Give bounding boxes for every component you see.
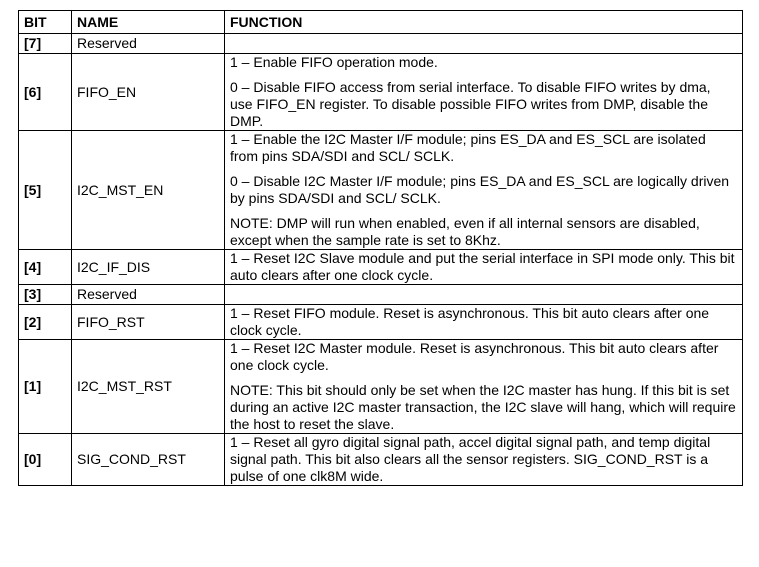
- table-body: [19, 34, 743, 486]
- name-cell: FIFO_RST: [72, 305, 225, 340]
- function-paragraph: NOTE: This bit should only be set when the I2C master has hung. If this bit is set during an active I2C master transaction, the I2C slave will hang, which will require the host to reset the slave.: [230, 382, 736, 432]
- name-cell: I2C_MST_EN: [72, 131, 225, 250]
- table-row: [19, 131, 743, 250]
- name-cell: Reserved: [72, 34, 225, 54]
- bit-cell: [4]: [19, 250, 72, 285]
- function-paragraph: 1 – Reset FIFO module. Reset is asynchronous. This bit auto clears after one clock cycle.: [230, 305, 710, 338]
- function-cell: [225, 250, 743, 285]
- table-row: [19, 34, 743, 54]
- function-paragraph: 1 – Reset I2C Slave module and put the serial interface in SPI mode only. This bit auto clears after one clock cycle.: [230, 250, 735, 283]
- function-cell: [225, 285, 743, 305]
- table-row: [19, 434, 743, 486]
- bit-cell: [3]: [19, 285, 72, 305]
- table-row: [19, 285, 743, 305]
- name-cell: I2C_IF_DIS: [72, 250, 225, 285]
- function-cell: [225, 131, 743, 250]
- function-cell: [225, 340, 743, 434]
- function-paragraph: 1 – Enable FIFO operation mode.: [230, 54, 438, 70]
- register-bit-table: [18, 10, 743, 486]
- function-paragraph: 1 – Reset all gyro digital signal path, accel digital signal path, and temp digital signal path. This bit also clears all the sensor registers. SIG_COND_RST is a pulse of one clk8M wide.: [230, 434, 711, 484]
- bit-cell: [7]: [19, 34, 72, 54]
- header-bit: BIT: [19, 11, 72, 34]
- function-paragraph: 1 – Enable the I2C Master I/F module; pins ES_DA and ES_SCL are isolated from pins SDA/SDI and SCL/ SCLK.: [230, 131, 706, 164]
- name-cell: FIFO_EN: [72, 54, 225, 131]
- function-cell: [225, 434, 743, 486]
- function-paragraph: 1 – Reset I2C Master module. Reset is asynchronous. This bit auto clears after one clock cycle.: [230, 340, 719, 373]
- bit-cell: [1]: [19, 340, 72, 434]
- function-paragraph: NOTE: DMP will run when enabled, even if all internal sensors are disabled, except when the sample rate is set to 8Khz.: [230, 215, 700, 248]
- function-cell: [225, 54, 743, 131]
- bit-cell: [0]: [19, 434, 72, 486]
- bit-cell: [5]: [19, 131, 72, 250]
- function-cell: [225, 34, 743, 54]
- bit-cell: [2]: [19, 305, 72, 340]
- bit-cell: [6]: [19, 54, 72, 131]
- header-function: FUNCTION: [225, 11, 743, 34]
- table-row: [19, 305, 743, 340]
- function-paragraph: 0 – Disable I2C Master I/F module; pins ES_DA and ES_SCL are logically driven by pins SDA/SDI and SCL/ SCLK.: [230, 173, 730, 206]
- register-table-container: [18, 10, 742, 486]
- table-row: [19, 54, 743, 131]
- name-cell: Reserved: [72, 285, 225, 305]
- function-paragraph: 0 – Disable FIFO access from serial interface. To disable FIFO writes by dma, use FIFO_EN register. To disable possible FIFO writes from DMP, disable the DMP.: [230, 79, 711, 129]
- name-cell: SIG_COND_RST: [72, 434, 225, 486]
- table-header-row: [19, 11, 743, 34]
- function-cell: [225, 305, 743, 340]
- table-row: [19, 340, 743, 434]
- name-cell: I2C_MST_RST: [72, 340, 225, 434]
- table-row: [19, 250, 743, 285]
- header-name: NAME: [72, 11, 225, 34]
